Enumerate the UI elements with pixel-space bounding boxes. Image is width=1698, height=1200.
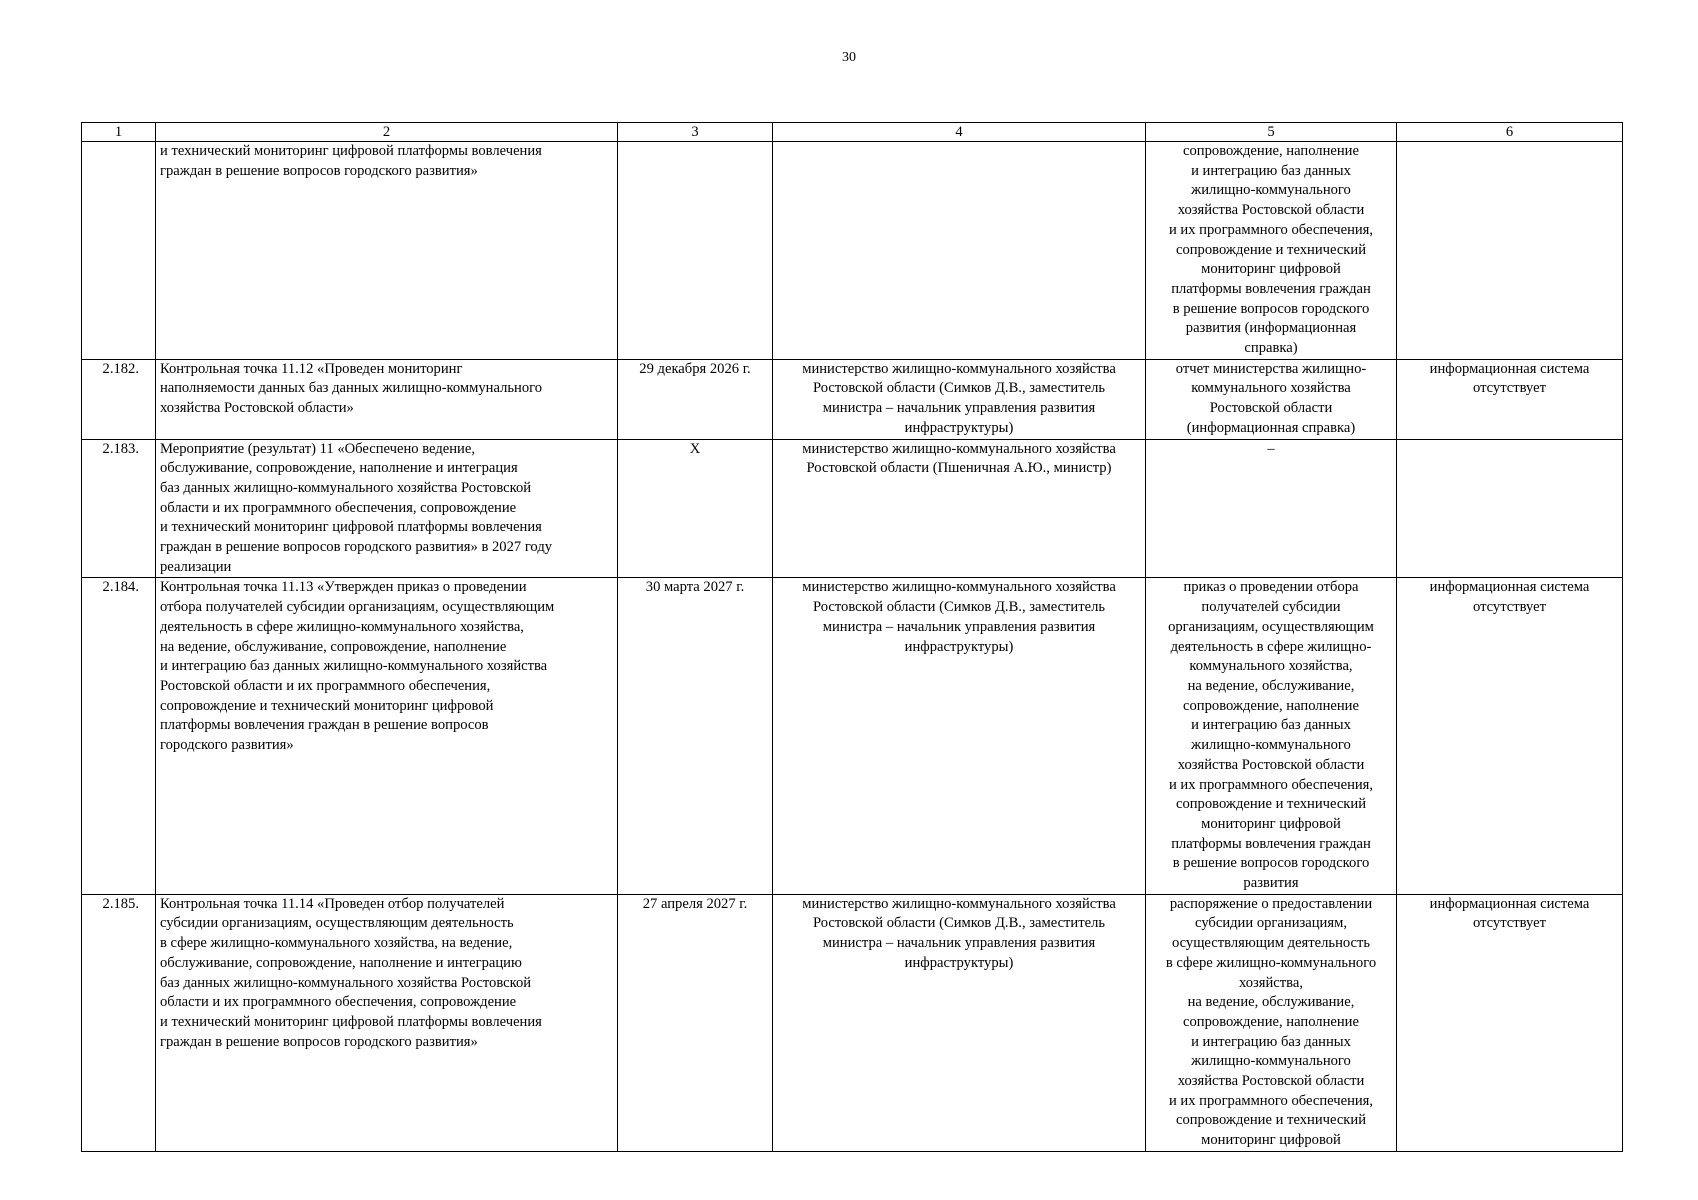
confirming-document [1146,359,1397,439]
activity-description-line: отбора получателей субсидии организациям, осуществляющим [160,599,555,616]
activity-description-line: Мероприятие (результат) 11 «Обеспечено ведение, [160,440,475,457]
activity-description-line: области и их программного обеспечения, сопровождение [160,499,517,516]
activity-description-line: городского развития» [160,737,294,754]
activity-description-line: области и их программного обеспечения, сопровождение [160,994,517,1011]
responsible-executor-line: министерство жилищно-коммунального хозяйства [802,579,1116,596]
activity-description-line: субсидии организациям, осуществляющим деятельность [160,915,514,932]
activities-table [81,122,1623,1152]
activity-description-line: деятельность в сфере жилищно-коммунального хозяйства, [160,618,524,635]
information-system-line: информационная система [1429,360,1590,377]
confirming-document-line: в решение вопросов городского [1172,300,1370,317]
confirming-document-line: справка) [1244,340,1298,357]
activity-description [156,142,618,360]
responsible-executor-line: министра – начальник управления развития [822,935,1096,952]
activity-description [156,439,618,578]
confirming-document-line: приказ о проведении отбора [1183,579,1359,596]
row-number [82,142,156,360]
confirming-document-line: хозяйства Ростовской области [1177,1073,1365,1090]
responsible-executor [773,439,1146,578]
information-system [1397,439,1623,578]
activity-description [156,578,618,894]
deadline-date [618,142,773,360]
activity-description-line: Контрольная точка 11.14 «Проведен отбор получателей [160,895,505,912]
activity-description-line: наполняемости данных баз данных жилищно-коммунального [160,380,543,397]
responsible-executor-line: Ростовской области (Симков Д.В., заместитель [812,380,1106,397]
confirming-document-line: мониторинг цифровой [1201,815,1341,832]
confirming-document-line: хозяйства Ростовской области [1177,756,1365,773]
deadline-date: X [618,439,773,578]
information-system-line: информационная система [1429,895,1590,912]
page-number: 30 [842,50,856,65]
information-system [1397,578,1623,894]
activity-description-line: хозяйства Ростовской области» [160,400,354,417]
confirming-document-line: платформы вовлечения граждан [1171,835,1371,852]
confirming-document-line: жилищно-коммунального [1191,737,1351,754]
information-system [1397,894,1623,1151]
activity-description-line: Контрольная точка 11.13 «Утвержден приказ о проведении [160,579,527,596]
confirming-document-line: и интеграцию баз данных [1191,1033,1351,1050]
activity-description-line: и технический мониторинг цифровой платформы вовлечения [160,143,542,159]
row-number: 2.185. [82,894,156,1151]
deadline-date: 27 апреля 2027 г. [618,894,773,1151]
activity-description-line: обслуживание, сопровождение, наполнение и интеграция [160,460,518,477]
activity-description-line: Ростовской области и их программного обеспечения, [160,677,491,694]
confirming-document-line: сопровождение и технический [1175,1112,1367,1129]
confirming-document-line: сопровождение, наполнение [1183,697,1359,714]
activity-description-line: обслуживание, сопровождение, наполнение и интеграцию [160,954,522,971]
table-row [82,894,1623,1151]
column-header: 3 [618,123,773,142]
row-number: 2.183. [82,439,156,578]
table-row [82,359,1623,439]
responsible-executor-line: инфраструктуры) [904,419,1014,436]
activity-description-line: на ведение, обслуживание, сопровождение, наполнение [160,638,507,655]
responsible-executor [773,894,1146,1151]
activity-description-line: реализации [160,558,232,575]
responsible-executor-line: Ростовской области (Симков Д.В., заместитель [812,599,1106,616]
confirming-document-line: (информационная справка) [1186,419,1356,436]
confirming-document-line: субсидии организациям, [1195,915,1347,932]
confirming-document-line: мониторинг цифровой [1201,1132,1341,1149]
responsible-executor-line: министерство жилищно-коммунального хозяйства [802,440,1116,457]
confirming-document [1146,894,1397,1151]
confirming-document-line: и их программного обеспечения, [1168,776,1374,793]
column-header: 4 [773,123,1146,142]
confirming-document-line: сопровождение и технический [1175,796,1367,813]
information-system-line: отсутствует [1472,599,1546,616]
confirming-document-line: осуществляющим деятельность [1171,935,1371,952]
activity-description-line: сопровождение и технический мониторинг цифровой [160,697,494,714]
activity-description-line: в сфере жилищно-коммунального хозяйства, на ведение, [160,935,513,952]
confirming-document-line: распоряжение о предоставлении [1169,895,1373,912]
column-header: 5 [1146,123,1397,142]
responsible-executor-line: министра – начальник управления развития [822,618,1096,635]
row-number: 2.184. [82,578,156,894]
activity-description [156,359,618,439]
confirming-document-line: Ростовской области [1209,400,1333,417]
responsible-executor-line: министра – начальник управления развития [822,400,1096,417]
activity-description-line: баз данных жилищно-коммунального хозяйства Ростовской [160,479,532,496]
confirming-document-line: хозяйства, [1238,974,1303,991]
responsible-executor-line: министерство жилищно-коммунального хозяйства [802,360,1116,377]
activity-description-line: граждан в решение вопросов городского развития» [160,162,478,179]
confirming-document-line: развития [1243,875,1299,892]
confirming-document-line: сопровождение и технический [1175,241,1367,258]
information-system [1397,142,1623,360]
confirming-document [1146,142,1397,360]
confirming-document-line: и их программного обеспечения, [1168,221,1374,238]
confirming-document-line: – [1267,440,1275,457]
confirming-document-line: коммунального хозяйства [1191,380,1351,397]
confirming-document-line: получателей субсидии [1201,599,1341,616]
responsible-executor-line: Ростовской области (Пшеничная А.Ю., министр) [806,460,1112,477]
activity-description [156,894,618,1151]
activity-description-line: и технический мониторинг цифровой платформы вовлечения [160,519,542,536]
confirming-document-line: хозяйства Ростовской области [1177,202,1365,219]
responsible-executor [773,359,1146,439]
confirming-document-line: в сфере жилищно-коммунального [1165,954,1377,971]
activity-description-line: граждан в решение вопросов городского развития» в 2027 году [160,539,553,556]
confirming-document-line: сопровождение, наполнение [1183,1013,1359,1030]
confirming-document-line: развития (информационная [1185,320,1357,337]
information-system-line: информационная система [1429,579,1590,596]
responsible-executor-line: министерство жилищно-коммунального хозяйства [802,895,1116,912]
responsible-executor-line: инфраструктуры) [904,638,1014,655]
table-row [82,142,1623,360]
deadline-date: 30 марта 2027 г. [618,578,773,894]
confirming-document-line: и их программного обеспечения, [1168,1092,1374,1109]
column-header: 6 [1397,123,1623,142]
confirming-document-line: организациям, осуществляющим [1168,618,1374,635]
activity-description-line: и технический мониторинг цифровой платформы вовлечения [160,1013,542,1030]
table-header-row [82,123,1623,142]
column-header: 1 [82,123,156,142]
confirming-document [1146,439,1397,578]
activity-description-line: Контрольная точка 11.12 «Проведен мониторинг [160,360,463,377]
information-system-line: отсутствует [1472,915,1546,932]
confirming-document-line: платформы вовлечения граждан [1171,280,1371,297]
confirming-document-line: жилищно-коммунального [1191,1053,1351,1070]
confirming-document-line: на ведение, обслуживание, [1187,677,1355,694]
confirming-document-line: на ведение, обслуживание, [1187,994,1355,1011]
responsible-executor-line: Ростовской области (Симков Д.В., заместитель [812,915,1106,932]
information-system-line: отсутствует [1472,380,1546,397]
row-number: 2.182. [82,359,156,439]
confirming-document-line: сопровождение, наполнение [1183,143,1359,159]
table-row [82,578,1623,894]
confirming-document [1146,578,1397,894]
column-header: 2 [156,123,618,142]
confirming-document-line: отчет министерства жилищно- [1175,360,1367,377]
responsible-executor-line: инфраструктуры) [904,954,1014,971]
confirming-document-line: мониторинг цифровой [1201,261,1341,278]
confirming-document-line: в решение вопросов городского [1172,855,1370,872]
confirming-document-line: деятельность в сфере жилищно- [1170,638,1372,655]
activity-description-line: граждан в решение вопросов городского развития» [160,1033,478,1050]
activity-description-line: платформы вовлечения граждан в решение вопросов [160,717,489,734]
information-system [1397,359,1623,439]
table-row [82,439,1623,578]
confirming-document-line: и интеграцию баз данных [1191,717,1351,734]
confirming-document-line: и интеграцию баз данных [1191,162,1351,179]
deadline-date: 29 декабря 2026 г. [618,359,773,439]
activity-description-line: и интеграцию баз данных жилищно-коммунального хозяйства [160,658,548,675]
confirming-document-line: коммунального хозяйства, [1189,658,1353,675]
responsible-executor [773,142,1146,360]
responsible-executor [773,578,1146,894]
activity-description-line: баз данных жилищно-коммунального хозяйства Ростовской [160,974,532,991]
confirming-document-line: жилищно-коммунального [1191,182,1351,199]
